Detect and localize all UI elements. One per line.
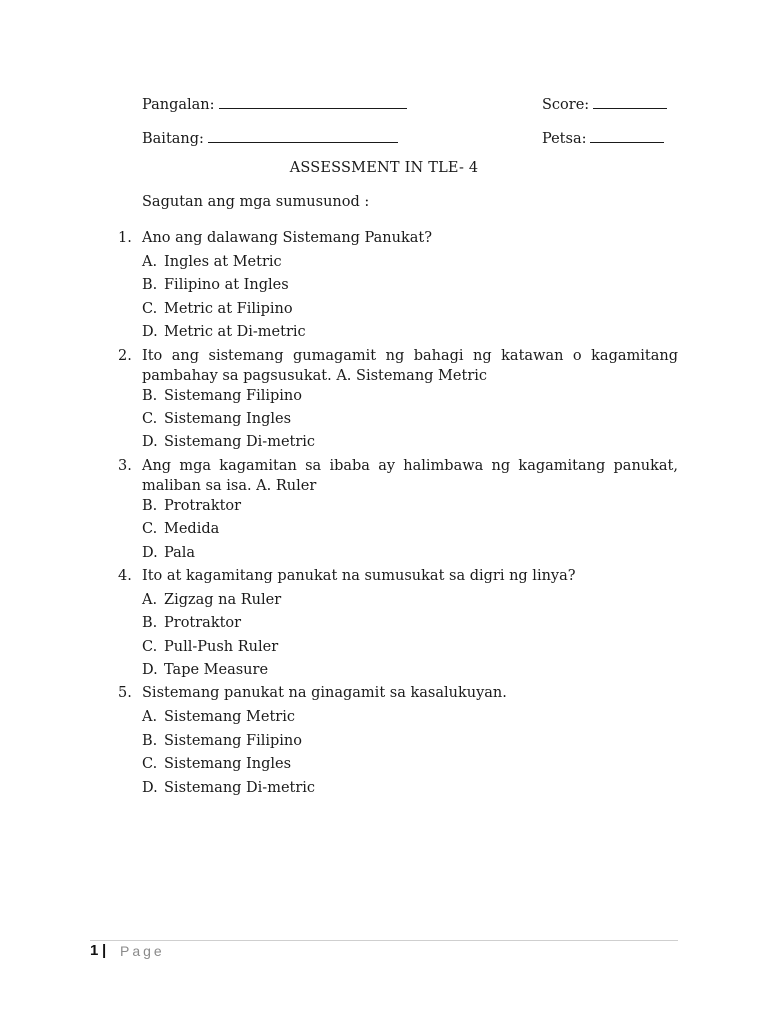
page-label: Page <box>120 943 165 959</box>
option-item <box>118 432 678 455</box>
option-text: Sistemang Ingles <box>164 410 292 427</box>
question-stem: Ito ang sistemang gumagamit ng bahagi ng katawan o kagamitang pambahay sa pagsusukat. A. Sistemang Metric <box>142 347 678 384</box>
option-text: Sistemang Metric <box>164 709 295 726</box>
option-text: Metric at Filipino <box>164 300 293 317</box>
option-text: Sistemang Filipino <box>164 387 303 404</box>
question-5 <box>118 683 678 703</box>
option-item <box>118 637 678 660</box>
option-letter: C. <box>142 521 158 538</box>
option-letter: B. <box>142 615 158 632</box>
question-stem: Ito at kagamitang panukat na sumusukat sa digri ng linya? <box>142 567 576 584</box>
page-separator: | <box>102 942 107 959</box>
option-item <box>118 613 678 636</box>
option-letter: D. <box>142 779 158 796</box>
date-field <box>542 128 664 147</box>
question-1 <box>118 228 678 248</box>
assessment-title: ASSESSMENT IN TLE- 4 <box>289 160 479 176</box>
option-item <box>118 707 678 730</box>
option-letter: A. <box>142 709 158 726</box>
question-stem: Ang mga kagamitan sa ibaba ay halimbawa ng kagamitang panukat, maliban sa isa. A. Ruler <box>142 457 678 494</box>
option-item <box>118 299 678 322</box>
grade-label: Baitang: <box>142 131 204 147</box>
option-letter: A. <box>142 254 158 270</box>
option-item <box>118 590 678 613</box>
option-letter: D. <box>142 544 158 561</box>
question-2 <box>118 346 678 386</box>
option-text: Zigzag na Ruler <box>164 591 282 608</box>
option-item <box>118 519 678 542</box>
option-text: Medida <box>164 521 220 538</box>
question-4 <box>118 566 678 586</box>
header-row-2 <box>142 128 668 148</box>
option-item <box>118 778 678 801</box>
option-letter: D. <box>142 434 158 451</box>
option-letter: D. <box>142 662 158 679</box>
option-letter: B. <box>142 277 158 294</box>
option-text: Sistemang Ingles <box>164 756 292 773</box>
name-field <box>142 94 407 113</box>
option-text: Pala <box>164 544 196 561</box>
grade-field <box>142 128 398 147</box>
score-label: Score: <box>542 97 590 113</box>
option-item <box>118 275 678 298</box>
question-stem: Sistemang panukat na ginagamit sa kasalukuyan. <box>142 685 507 702</box>
instructions: Sagutan ang mga sumusunod : <box>142 194 370 210</box>
option-text: Metric at Di-metric <box>164 324 306 341</box>
option-text: Protraktor <box>164 615 242 632</box>
option-text: Tape Measure <box>164 662 269 679</box>
question-number: 4. <box>118 567 132 584</box>
question-stem: Ano ang dalawang Sistemang Panukat? <box>142 230 433 246</box>
option-item <box>118 252 678 275</box>
option-item <box>118 731 678 754</box>
question-list <box>118 228 678 801</box>
page-footer <box>90 940 678 959</box>
date-blank-line <box>590 128 664 143</box>
score-blank-line <box>593 94 667 109</box>
question-3 <box>118 456 678 496</box>
option-text: Sistemang Di-metric <box>164 779 316 796</box>
name-label: Pangalan: <box>142 97 215 113</box>
question-number: 1. <box>118 230 132 246</box>
option-text: Pull-Push Ruler <box>164 638 279 655</box>
option-item <box>118 543 678 566</box>
option-text: Sistemang Filipino <box>164 732 303 749</box>
option-letter: B. <box>142 387 158 404</box>
option-text: Sistemang Di-metric <box>164 434 316 451</box>
page-number: 1 <box>90 942 99 959</box>
grade-blank-line <box>208 128 398 143</box>
option-text: Filipino at Ingles <box>164 277 289 294</box>
option-letter: D. <box>142 324 158 341</box>
option-text: Ingles at Metric <box>164 254 282 270</box>
option-letter: B. <box>142 497 158 514</box>
option-item <box>118 322 678 345</box>
question-number: 2. <box>118 347 132 364</box>
option-letter: B. <box>142 732 158 749</box>
score-field <box>542 94 667 113</box>
option-item <box>118 386 678 409</box>
option-letter: C. <box>142 756 158 773</box>
header-row-1 <box>142 94 668 114</box>
option-text: Protraktor <box>164 497 242 514</box>
question-number: 5. <box>118 685 132 702</box>
option-letter: C. <box>142 410 158 427</box>
option-letter: C. <box>142 300 158 317</box>
name-blank-line <box>219 94 407 109</box>
date-label: Petsa: <box>542 131 587 147</box>
option-item <box>118 496 678 519</box>
option-item <box>118 754 678 777</box>
option-letter: C. <box>142 638 158 655</box>
option-letter: A. <box>142 591 158 608</box>
question-number: 3. <box>118 457 132 474</box>
option-item <box>118 660 678 683</box>
option-item <box>118 409 678 432</box>
